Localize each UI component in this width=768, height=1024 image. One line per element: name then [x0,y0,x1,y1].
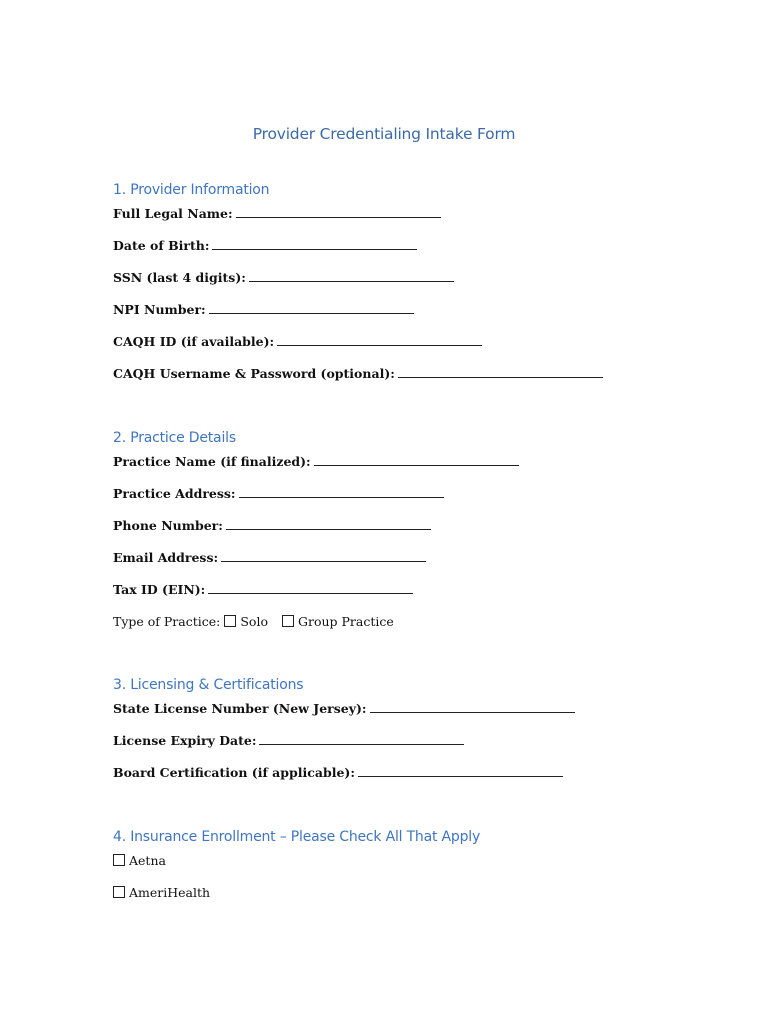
section-heading-insurance-enrollment: 4. Insurance Enrollment – Please Check All That Apply [113,829,481,845]
field-label: License Expiry Date: [113,733,257,748]
practice-type-label: Type of Practice: [113,614,221,629]
phone-number-field [113,518,431,534]
license-expiry-date-blank[interactable] [259,733,464,745]
option-label: AmeriHealth [129,885,211,900]
board-certification-field [113,765,563,781]
checkbox-icon[interactable] [282,615,294,627]
field-label: CAQH ID (if available): [113,334,275,349]
date-of-birth-blank[interactable] [212,238,417,250]
option-label: Group Practice [297,614,394,629]
npi-number-field [113,302,414,318]
field-label: Practice Name (if finalized): [113,454,311,469]
full-legal-name-field [113,206,441,222]
section-heading-licensing: 3. Licensing & Certifications [113,677,304,693]
practice-type-solo-option[interactable] [224,614,268,630]
state-license-number-field [113,701,575,717]
field-label: NPI Number: [113,302,206,317]
practice-type-group-option[interactable] [282,614,394,630]
phone-number-blank[interactable] [226,518,431,530]
practice-address-field [113,486,444,502]
tax-id-field [113,582,413,598]
caqh-login-field [113,366,603,382]
field-label: Full Legal Name: [113,206,233,221]
caqh-id-blank[interactable] [277,334,482,346]
checkbox-icon[interactable] [113,886,125,898]
checkbox-icon[interactable] [224,615,236,627]
practice-type-row [113,614,394,630]
npi-number-blank[interactable] [209,302,414,314]
checkbox-icon[interactable] [113,854,125,866]
practice-address-blank[interactable] [239,486,444,498]
section-heading-provider-information: 1. Provider Information [113,182,270,198]
field-label: Practice Address: [113,486,236,501]
caqh-login-blank[interactable] [398,366,603,378]
state-license-number-blank[interactable] [370,701,575,713]
caqh-id-field [113,334,482,350]
email-address-field [113,550,426,566]
field-label: SSN (last 4 digits): [113,270,246,285]
field-label: CAQH Username & Password (optional): [113,366,395,381]
field-label: Tax ID (EIN): [113,582,206,597]
option-label: Solo [240,614,268,629]
field-label: Phone Number: [113,518,223,533]
tax-id-blank[interactable] [208,582,413,594]
full-legal-name-blank[interactable] [236,206,441,218]
option-label: Aetna [129,853,166,868]
field-label: Date of Birth: [113,238,210,253]
field-label: Board Certification (if applicable): [113,765,355,780]
ssn-field [113,270,454,286]
license-expiry-date-field [113,733,464,749]
insurance-option-aetna[interactable] [113,853,166,869]
board-certification-blank[interactable] [358,765,563,777]
field-label: State License Number (New Jersey): [113,701,367,716]
practice-name-blank[interactable] [314,454,519,466]
email-address-blank[interactable] [221,550,426,562]
insurance-option-amerihealth[interactable] [113,885,210,901]
form-title: Provider Credentialing Intake Form [252,125,516,143]
practice-name-field [113,454,519,470]
ssn-blank[interactable] [249,270,454,282]
field-label: Email Address: [113,550,219,565]
date-of-birth-field [113,238,417,254]
section-heading-practice-details: 2. Practice Details [113,430,236,446]
